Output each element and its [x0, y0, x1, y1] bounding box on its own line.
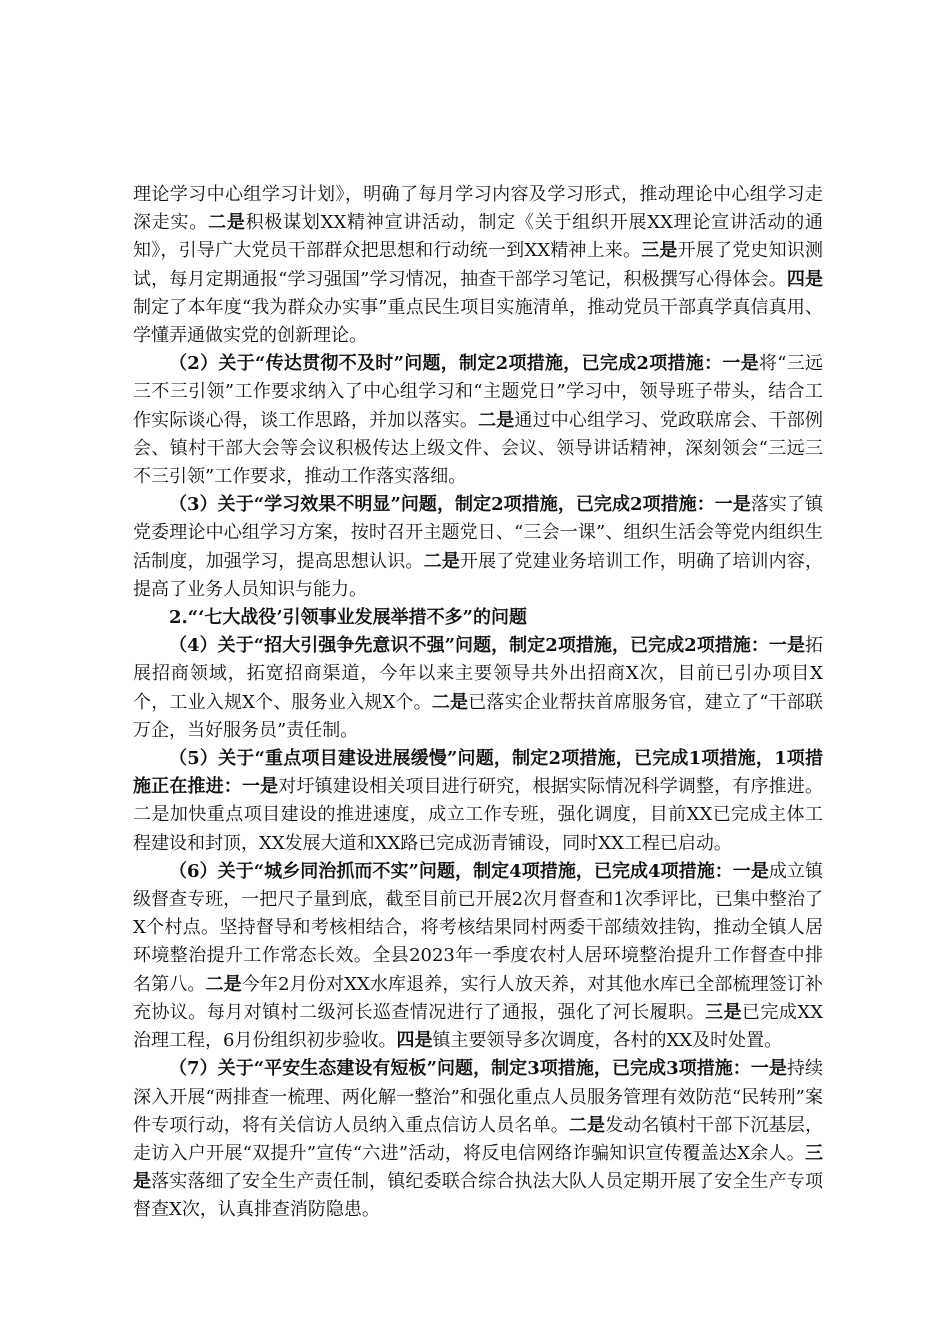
- bold-run: （6）关于“城乡同治抓而不实”问题，制定4项措施，已完成4项措施：一是: [169, 860, 769, 882]
- bold-run: 二是: [423, 550, 460, 572]
- bold-run: （5）关于“重点项目建设进展缓慢”问题，制定2项措施，已完成1项措施，1项措施正在推进：一是: [133, 748, 823, 798]
- section-heading-2: [133, 604, 823, 632]
- text-run: 成立镇级督查专班，一把尺子量到底，截至目前已开展2次月督查和1次季评比，已集中整治了X个村点。坚持督导和考核相结合，将考核结果同村两委干部绩效挂钩，推动全镇人居环境整治提升工作常态长效。全县2023年一季度农村人居环境整治提升工作督查中排名第八。: [133, 860, 823, 995]
- bold-run: 四是: [786, 268, 824, 290]
- paragraph-item-5: [133, 745, 823, 858]
- bold-run: 三是: [133, 1142, 823, 1193]
- bold-run: 二是: [478, 409, 515, 431]
- text-run: 已落实企业帮扶首席服务官，建立了“干部联万企，当好服务员”责任制。: [133, 691, 824, 741]
- bold-run: （3）关于“学习效果不明显”问题，制定2项措施，已完成2项措施：一是: [169, 494, 751, 516]
- text-run: 持续深入开展“两排查一梳理、两化解一整治”和强化重点人员服务管理有效防范“民转刑”案件专项行动，将有关信访人员纳入重点信访人员名单。: [133, 1058, 823, 1136]
- paragraph-item-6: [133, 858, 823, 1055]
- text-run: 将“三远三不三引领”工作要求纳入了中心组学习和“主题党日”学习中，领导班子带头，结合工作实际谈心得，谈工作思路，并加以落实。: [133, 353, 824, 431]
- paragraph-item-2: [133, 350, 823, 491]
- bold-run: 二是: [568, 1114, 606, 1136]
- text-run: 镇主要领导多次调度，各村的XX及时处置。: [432, 1030, 783, 1052]
- text-run: 拓展招商领域，拓宽招商渠道，今年以来主要领导共外出招商X次，目前已引办项目X个，工业入规X个、服务业入规X个。: [133, 635, 823, 713]
- text-run: 开展了党史知识测试，每月定期通报“学习强国”学习情况，抽查干部学习笔记，积极撰写心得体会。: [133, 240, 824, 290]
- paragraph-item-4: [133, 632, 823, 745]
- paragraph-item-7: [133, 1055, 823, 1224]
- text-run: 对圩镇建设相关项目进行研究，根据实际情况科学调整，有序推进。二是加快重点项目建设的推进速度，成立工作专班，强化调度，目前XX已完成主体工程建设和封顶，XX发展大道和XX路已完成沥青铺设，同时XX工程已启动。: [133, 776, 823, 854]
- paragraph-intro: [133, 181, 823, 350]
- bold-run: 三是: [705, 1001, 743, 1023]
- bold-run: 三是: [641, 240, 678, 262]
- text-run: 制定了本年度“我为群众办实事”重点民生项目实施清单，推动党员干部真学真信真用、学懂弄通做实党的创新理论。: [133, 296, 823, 347]
- text-run: 落实了镇党委理论中心组学习方案，按时召开主题党日、“三会一课”、组织生活会等党内组织生活制度，加强学习，提高思想认识。: [133, 494, 823, 572]
- paragraph-item-3: [133, 491, 823, 604]
- bold-run: （7）关于“平安生态建设有短板”问题，制定3项措施，已完成3项措施：一是: [169, 1058, 787, 1080]
- bold-run: 四是: [396, 1030, 433, 1052]
- text-run: 积极谋划XX精神宣讲活动，制定《关于组织开展XX理论宣讲活动的通知》，引导广大党员干部群众把思想和行动统一到XX精神上来。: [133, 212, 823, 262]
- bold-run: （2）关于“传达贯彻不及时”问题，制定2项措施，已完成2项措施：一是: [169, 353, 759, 375]
- text-run: 已完成XX治理工程，6月份组织初步验收。: [133, 1001, 824, 1052]
- text-run: 落实落细了安全生产责任制，镇纪委联合综合执法大队人员定期开展了安全生产专项督查X次，认真排查消防隐患。: [133, 1171, 824, 1221]
- text-run: 发动名镇村干部下沉基层，走访入户开展“双提升”宣传“六进”活动，将反电信网络诈骗知识宣传覆盖达X余人。: [133, 1114, 824, 1164]
- text-run: 通过中心组学习、党政联席会、干部例会、镇村干部大会等会议积极传达上级文件、会议、领导讲话精神，深刻领会“三远三不三引领”工作要求，推动工作落实落细。: [133, 409, 824, 488]
- document-page: [133, 181, 823, 1225]
- text-run: 开展了党建业务培训工作，明确了培训内容，提高了业务人员知识与能力。: [133, 550, 824, 600]
- bold-run: 二是: [208, 212, 246, 234]
- text-run: 理论学习中心组学习计划》，明确了每月学习内容及学习形式，推动理论中心组学习走深走实。: [133, 184, 823, 234]
- text-run: 今年2月份对XX水库退养，实行人放天养，对其他水库已全部梳理签订补充协议。每月对镇村二级河长巡查情况进行了通报，强化了河长履职。: [133, 973, 824, 1023]
- bold-run: 2.“‘七大战役’引领事业发展举措不多”的问题: [169, 607, 528, 629]
- bold-run: 二是: [205, 973, 242, 995]
- bold-run: 二是: [431, 691, 469, 713]
- bold-run: （4）关于“招大引强争先意识不强”问题，制定2项措施，已完成2项措施：一是: [169, 635, 805, 657]
